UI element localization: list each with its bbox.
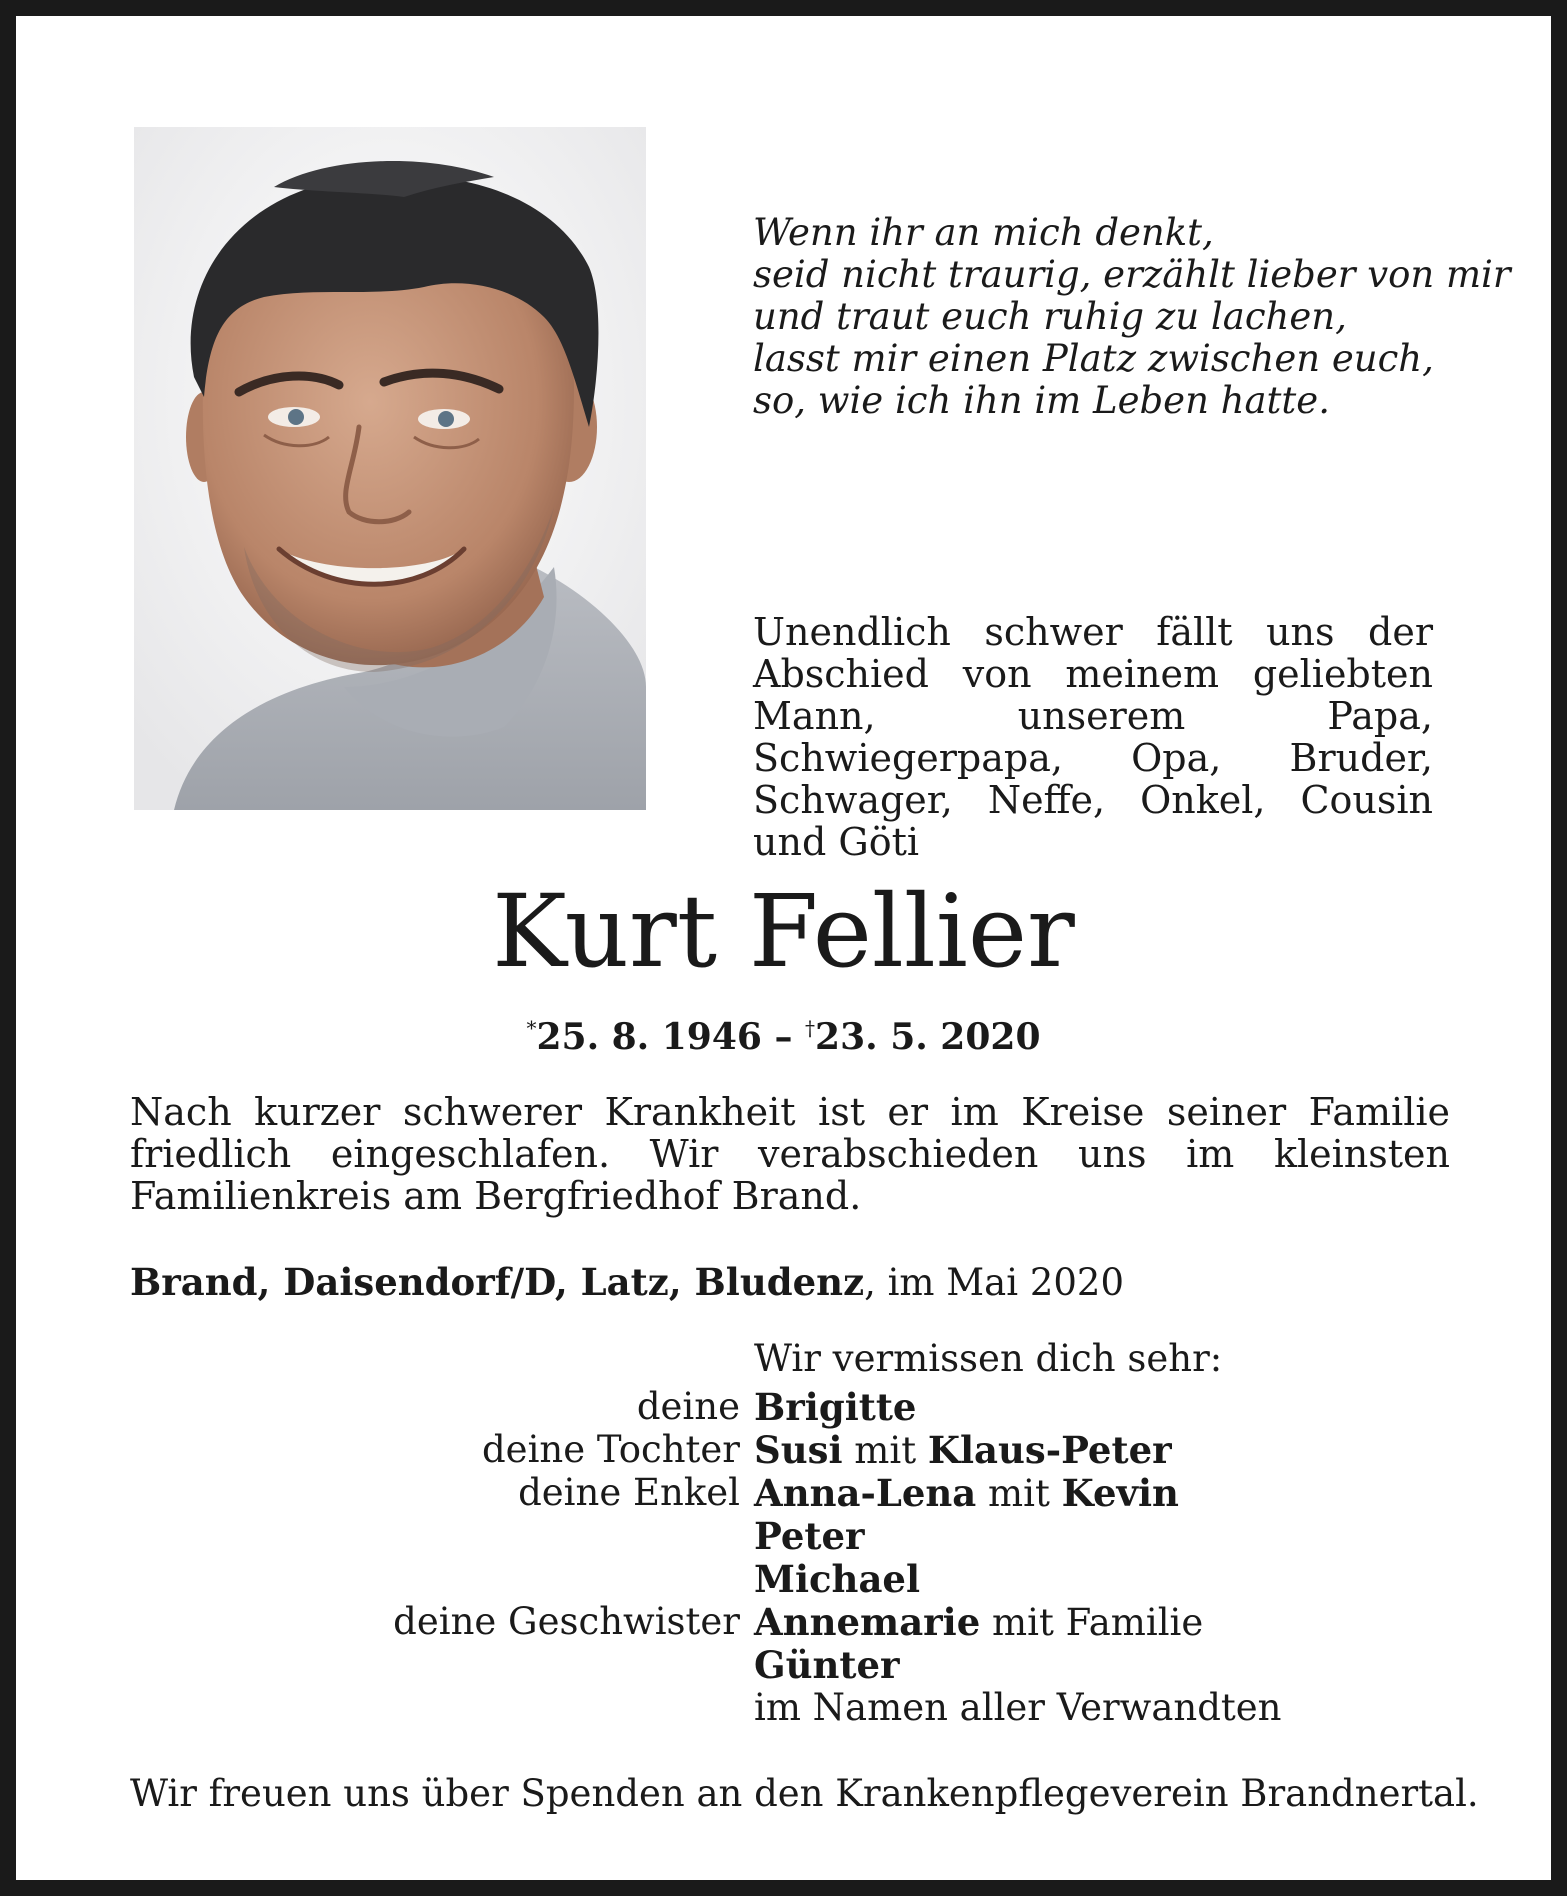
mourners-list — [130, 1338, 1450, 1729]
portrait-illustration — [134, 127, 646, 810]
poem-line: lasst mir einen Platz zwischen euch, — [753, 337, 1434, 380]
mourner-names — [754, 1472, 1450, 1515]
mourner-name: Brigitte — [754, 1385, 917, 1429]
memorial-poem — [753, 211, 1511, 422]
mourner-connector: mit — [842, 1429, 928, 1472]
mourner-relation — [130, 1687, 754, 1729]
mourner-rows — [130, 1386, 1450, 1729]
birth-date: 25. 8. 1946 — [536, 1016, 762, 1058]
mourner-row — [130, 1644, 1450, 1687]
mourner-connector: im Namen aller Verwandten — [754, 1686, 1282, 1729]
poem-line: so, wie ich ihn im Leben hatte. — [753, 379, 1330, 422]
place-date: , im Mai 2020 — [864, 1261, 1124, 1304]
mourner-relation — [130, 1644, 754, 1687]
mourner-relation: deine Tochter — [482, 1428, 740, 1471]
farewell-text: Unendlich schwer fällt uns der Abschied von meinem geliebten Mann, unserem Papa, Schwiegerpapa, Opa, Bruder, Schwager, Neffe, Onkel, Cousin und Göti — [753, 610, 1433, 864]
mourner-name: Klaus-Peter — [927, 1428, 1172, 1472]
mourner-row — [130, 1386, 1450, 1429]
mourners-heading: Wir vermissen dich sehr: — [754, 1337, 1223, 1380]
death-symbol: † — [805, 1016, 816, 1040]
mourner-names — [754, 1601, 1450, 1644]
mourner-name: Peter — [754, 1514, 865, 1558]
portrait-photo — [134, 127, 646, 810]
mourner-relation — [130, 1515, 754, 1558]
mourner-name: Susi — [754, 1428, 843, 1472]
mourner-names — [754, 1515, 1450, 1558]
mourner-name: Kevin — [1061, 1471, 1179, 1515]
mourner-names — [754, 1687, 1450, 1729]
mourner-name: Günter — [754, 1643, 900, 1687]
mourner-connector: mit Familie — [980, 1601, 1204, 1644]
mourner-row — [130, 1601, 1450, 1644]
mourner-names — [754, 1558, 1450, 1601]
deceased-name: Kurt Fellier — [492, 873, 1075, 990]
mourner-row — [130, 1515, 1450, 1558]
mourner-row — [130, 1429, 1450, 1472]
birth-symbol: * — [526, 1016, 537, 1040]
mourner-names — [754, 1429, 1450, 1472]
mourner-name: Anna-Lena — [754, 1471, 977, 1515]
mourner-row — [130, 1558, 1450, 1601]
donation-note: Wir freuen uns über Spenden an den Krankenpflegeverein Brandnertal. — [130, 1772, 1479, 1815]
poem-line: seid nicht traurig, erzählt lieber von mir — [753, 253, 1511, 296]
death-announcement: Nach kurzer schwerer Krankheit ist er im Kreise seiner Familie friedlich eingeschlafen. Wir verabschieden uns im kleinsten Familienkreis am Bergfriedhof Brand. — [130, 1090, 1450, 1218]
poem-line: und traut euch ruhig zu lachen, — [753, 295, 1347, 338]
date-separator: – — [761, 1016, 806, 1058]
mourner-relation: deine Enkel — [518, 1471, 740, 1514]
place-date-line — [130, 1261, 1450, 1304]
poem-line: Wenn ihr an mich denkt, — [753, 211, 1214, 254]
mourner-names — [754, 1386, 1450, 1429]
mourner-relation: deine Geschwister — [393, 1600, 740, 1643]
mourner-row — [130, 1687, 1450, 1729]
place-names: Brand, Daisendorf/D, Latz, Bludenz — [130, 1260, 865, 1304]
mourner-name: Michael — [754, 1557, 921, 1601]
mourner-connector: mit — [976, 1472, 1062, 1515]
mourner-name: Annemarie — [754, 1600, 981, 1644]
death-date: 23. 5. 2020 — [815, 1016, 1041, 1058]
mourner-names — [754, 1644, 1450, 1687]
mourner-row — [130, 1472, 1450, 1515]
mourner-relation: deine — [636, 1385, 740, 1428]
mourner-relation — [130, 1558, 754, 1601]
life-dates — [16, 1006, 1551, 1059]
